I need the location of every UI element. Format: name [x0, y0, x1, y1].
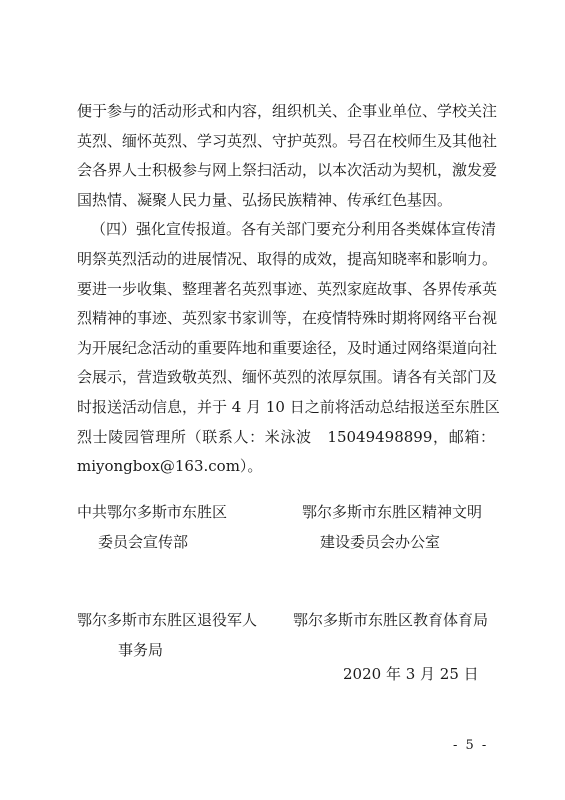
body-line: miyongbox@163.com）。	[77, 457, 263, 476]
body-line: 国热情、凝聚人民力量、弘扬民族精神、传承红色基因。	[77, 190, 453, 209]
page-number: - 5 -	[453, 738, 489, 753]
body-line: 烈精神的事迹、英烈家书家训等，在疫情特殊时期将网络平台视	[77, 309, 498, 328]
body-line: （四）强化宣传报道。各有关部门要充分利用各类媒体宣传清	[91, 220, 497, 239]
signatory-education-bureau: 鄂尔多斯市东胜区教育体育局	[293, 611, 489, 629]
body-line: 会各界人士积极参与网上祭扫活动，以本次活动为契机，激发爱	[77, 161, 498, 180]
document-date: 2020 年 3 月 25 日	[343, 665, 479, 683]
body-line: 会展示，营造致敬英烈、缅怀英烈的浓厚氛围。请各有关部门及	[77, 368, 498, 387]
signatory-propaganda-dept-line2: 委员会宣传部	[98, 533, 189, 551]
body-line: 明祭英烈活动的进展情况、取得的成效，提高知晓率和影响力。	[77, 249, 498, 268]
body-line: 烈士陵园管理所（联系人：米泳波 15049498899，邮箱：	[77, 427, 495, 446]
signatory-veterans-bureau-line2: 事务局	[118, 641, 164, 659]
body-line: 为开展纪念活动的重要阵地和重要途径，及时通过网络渠道向社	[77, 338, 498, 357]
signatory-civilization-office-line1: 鄂尔多斯市东胜区精神文明	[302, 503, 483, 521]
signatory-propaganda-dept-line1: 中共鄂尔多斯市东胜区	[77, 503, 228, 521]
signatory-civilization-office-line2: 建设委员会办公室	[320, 533, 441, 551]
signatory-veterans-bureau-line1: 鄂尔多斯市东胜区退役军人	[77, 611, 258, 629]
body-line: 要进一步收集、整理著名英烈事迹、英烈家庭故事、各界传承英	[77, 279, 498, 298]
body-text	[77, 97, 500, 482]
body-line: 时报送活动信息，并于 4 月 10 日之前将活动总结报送至东胜区	[77, 397, 500, 416]
body-line: 英烈、缅怀英烈、学习英烈、守护英烈。号召在校师生及其他社	[77, 131, 498, 150]
body-line: 便于参与的活动形式和内容，组织机关、企事业单位、学校关注	[77, 102, 498, 120]
